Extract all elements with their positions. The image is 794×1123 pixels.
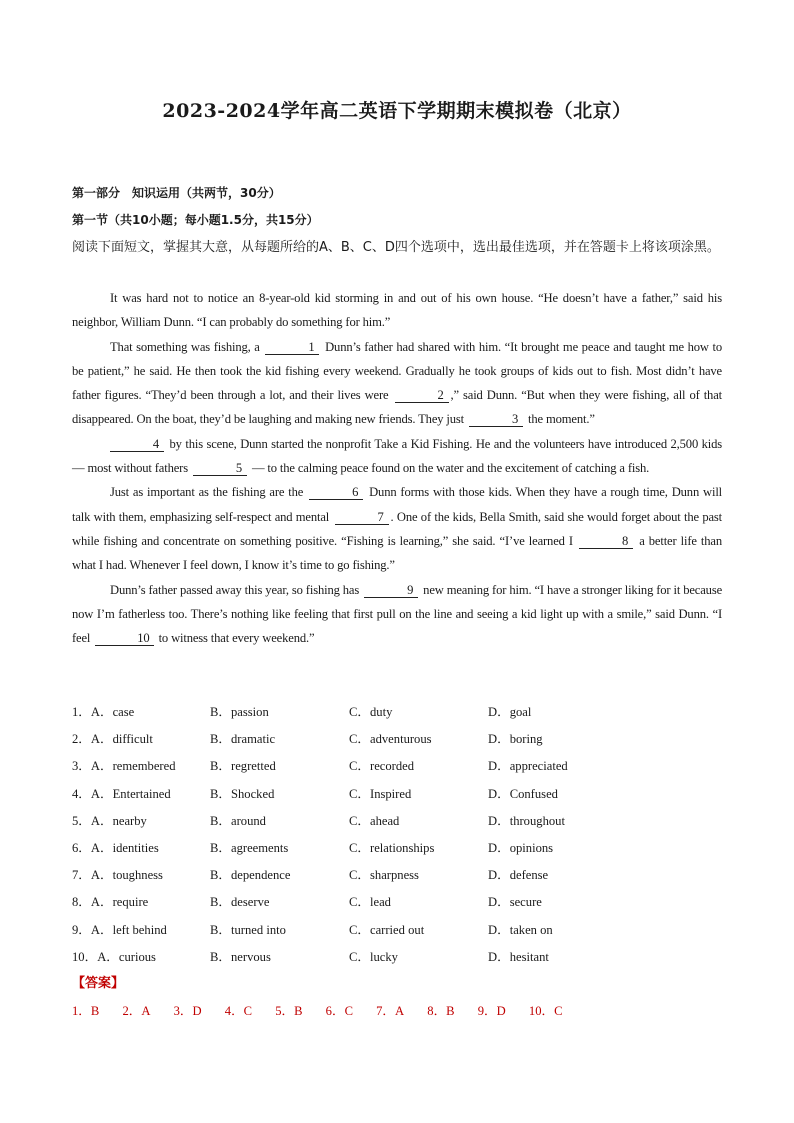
option-b[interactable]: B．dependence bbox=[210, 868, 291, 883]
answer-item: 4．C bbox=[224, 1004, 253, 1018]
question-row bbox=[72, 809, 722, 836]
option-c[interactable]: C．lead bbox=[349, 895, 391, 910]
option-a[interactable]: 8．A．require bbox=[72, 895, 149, 910]
text: to witness that every weekend.” bbox=[158, 631, 315, 646]
option-b[interactable]: B．around bbox=[210, 813, 266, 828]
option-c[interactable]: C．relationships bbox=[349, 840, 435, 855]
option-c[interactable]: C．sharpness bbox=[349, 868, 419, 883]
answer-key bbox=[72, 1000, 582, 1019]
option-d[interactable]: D．secure bbox=[488, 895, 542, 910]
question-row bbox=[72, 782, 722, 809]
option-b[interactable]: B．deserve bbox=[210, 895, 270, 910]
blank-5: 5 bbox=[193, 461, 247, 476]
option-b[interactable]: B．dramatic bbox=[210, 732, 276, 747]
blank-9: 9 bbox=[364, 583, 418, 598]
paragraph-3 bbox=[72, 432, 722, 481]
blank-7: 7 bbox=[335, 510, 389, 525]
paragraph-4 bbox=[72, 480, 722, 577]
paragraph-5 bbox=[72, 578, 722, 651]
option-d[interactable]: D．opinions bbox=[488, 840, 554, 855]
paragraph-1: It was hard not to notice an 8-year-old kid storming in and out of his own house. “He doesn’t have a father,” said his neighbor, William Dunn. “I can probably do something for him.” bbox=[72, 291, 722, 330]
option-d[interactable]: D．boring bbox=[488, 732, 543, 747]
answer-item: 9．D bbox=[477, 1004, 506, 1018]
section1-heading: 第一节（共10小题；每小题1.5分，共15分） bbox=[72, 213, 319, 227]
option-c[interactable]: C．carried out bbox=[349, 922, 425, 937]
option-d[interactable]: D．Confused bbox=[488, 786, 558, 801]
paragraph-2 bbox=[72, 335, 722, 432]
option-b[interactable]: B．passion bbox=[210, 705, 269, 719]
text: Just as important as the fishing are the bbox=[110, 485, 304, 500]
option-a[interactable]: 1．A．case bbox=[72, 705, 135, 719]
option-c[interactable]: C．duty bbox=[349, 705, 393, 719]
option-a[interactable]: 9．A．left behind bbox=[72, 922, 167, 937]
question-row bbox=[72, 863, 722, 890]
option-c[interactable]: C．adventurous bbox=[349, 732, 432, 747]
option-c[interactable]: C．ahead bbox=[349, 813, 400, 828]
text: the moment.” bbox=[528, 412, 595, 427]
blank-2: 2 bbox=[395, 388, 449, 403]
question-row bbox=[72, 700, 722, 727]
text: ,” said Dunn. “But when they were fishing, all of that disappeared. On the boat, they’d be laughing and making new friends. They just bbox=[72, 388, 722, 427]
blank-10: 10 bbox=[95, 631, 153, 646]
option-b[interactable]: B．regretted bbox=[210, 759, 276, 774]
text: Dunn’s father passed away this year, so fishing has bbox=[110, 582, 360, 597]
answer-item: 10．C bbox=[528, 1004, 563, 1018]
text: Dunn forms with those kids. When they have a rough time, Dunn will talk with them, emphasizing self-respect and mental bbox=[72, 485, 723, 524]
option-b[interactable]: B．nervous bbox=[210, 949, 271, 964]
text: a better life than what I had. Whenever I feel down, I know it’s time to go fishing.” bbox=[72, 533, 723, 573]
text: new meaning for him. “I have a stronger liking for it because now I’m fatherless too. There’s nothing like feeling that first pull on the line and seeing a kid light up with a smile,” said Dunn. “I feel bbox=[72, 582, 723, 646]
option-a[interactable]: 6．A．identities bbox=[72, 840, 159, 855]
page-title: 2023-2024学年高二英语下学期期末模拟卷（北京） bbox=[162, 100, 632, 122]
options-list bbox=[72, 700, 722, 972]
option-a[interactable]: 4．A．Entertained bbox=[72, 786, 171, 801]
answer-heading: 【答案】 bbox=[72, 976, 125, 991]
option-a[interactable]: 10．A．curious bbox=[72, 949, 156, 964]
part1-heading: 第一部分 知识运用（共两节，30分） bbox=[72, 186, 281, 200]
question-row bbox=[72, 945, 722, 972]
answer-item: 1．B bbox=[72, 1004, 100, 1018]
text: That something was fishing, a bbox=[110, 339, 260, 354]
question-row bbox=[72, 890, 722, 917]
question-row bbox=[72, 754, 722, 781]
text: by this scene, Dunn started the nonprofit Take a Kid Fishing. He and the volunteers have introduced 2,500 kids — most without fathers bbox=[72, 436, 723, 476]
option-b[interactable]: B．turned into bbox=[210, 922, 286, 937]
answer-item: 5．B bbox=[275, 1004, 303, 1018]
option-c[interactable]: C．Inspired bbox=[349, 786, 412, 801]
option-d[interactable]: D．goal bbox=[488, 705, 532, 719]
answer-item: 7．A bbox=[376, 1004, 405, 1018]
blank-8: 8 bbox=[579, 534, 633, 549]
text: Dunn’s father had shared with him. “It brought me peace and taught me how to be patient,” he said. He then took the kid fishing every weekend. Gradually he took groups of kids out to fish. Most didn’t have father figures. “They’d been through a lot, and their lives were bbox=[72, 339, 723, 403]
question-row bbox=[72, 836, 722, 863]
option-d[interactable]: D．taken on bbox=[488, 922, 553, 937]
option-c[interactable]: C．recorded bbox=[349, 759, 415, 774]
option-d[interactable]: D．hesitant bbox=[488, 949, 549, 964]
cloze-passage bbox=[72, 286, 722, 650]
blank-6: 6 bbox=[309, 485, 363, 500]
option-a[interactable]: 7．A．toughness bbox=[72, 868, 163, 883]
text: . One of the kids, Bella Smith, said she would forget about the past while fishing and concentrate on something positive. “Fishing is learning,” she said. “I’ve learned I bbox=[72, 509, 723, 548]
option-a[interactable]: 5．A．nearby bbox=[72, 813, 147, 828]
option-d[interactable]: D．throughout bbox=[488, 813, 565, 828]
blank-3: 3 bbox=[469, 412, 523, 427]
text: — to the calming peace found on the water and the excitement of catching a fish. bbox=[251, 461, 650, 476]
option-d[interactable]: D．appreciated bbox=[488, 759, 568, 774]
option-d[interactable]: D．defense bbox=[488, 868, 549, 883]
blank-1: 1 bbox=[265, 340, 319, 355]
option-b[interactable]: B．Shocked bbox=[210, 786, 275, 801]
instructions: 阅读下面短文，掌握其大意，从每题所给的A、B、C、D四个选项中，选出最佳选项，并在答题卡上将该项涂黑。 bbox=[72, 240, 720, 255]
answer-item: 8．B bbox=[427, 1004, 455, 1018]
option-a[interactable]: 2．A．difficult bbox=[72, 732, 153, 747]
question-row bbox=[72, 727, 722, 754]
option-a[interactable]: 3．A．remembered bbox=[72, 759, 176, 774]
answer-item: 6．C bbox=[325, 1004, 353, 1018]
answer-item: 2．A bbox=[122, 1004, 151, 1018]
option-c[interactable]: C．lucky bbox=[349, 949, 398, 964]
blank-4: 4 bbox=[110, 437, 164, 452]
question-row bbox=[72, 918, 722, 945]
answer-item: 3．D bbox=[173, 1004, 202, 1018]
option-b[interactable]: B．agreements bbox=[210, 840, 289, 855]
